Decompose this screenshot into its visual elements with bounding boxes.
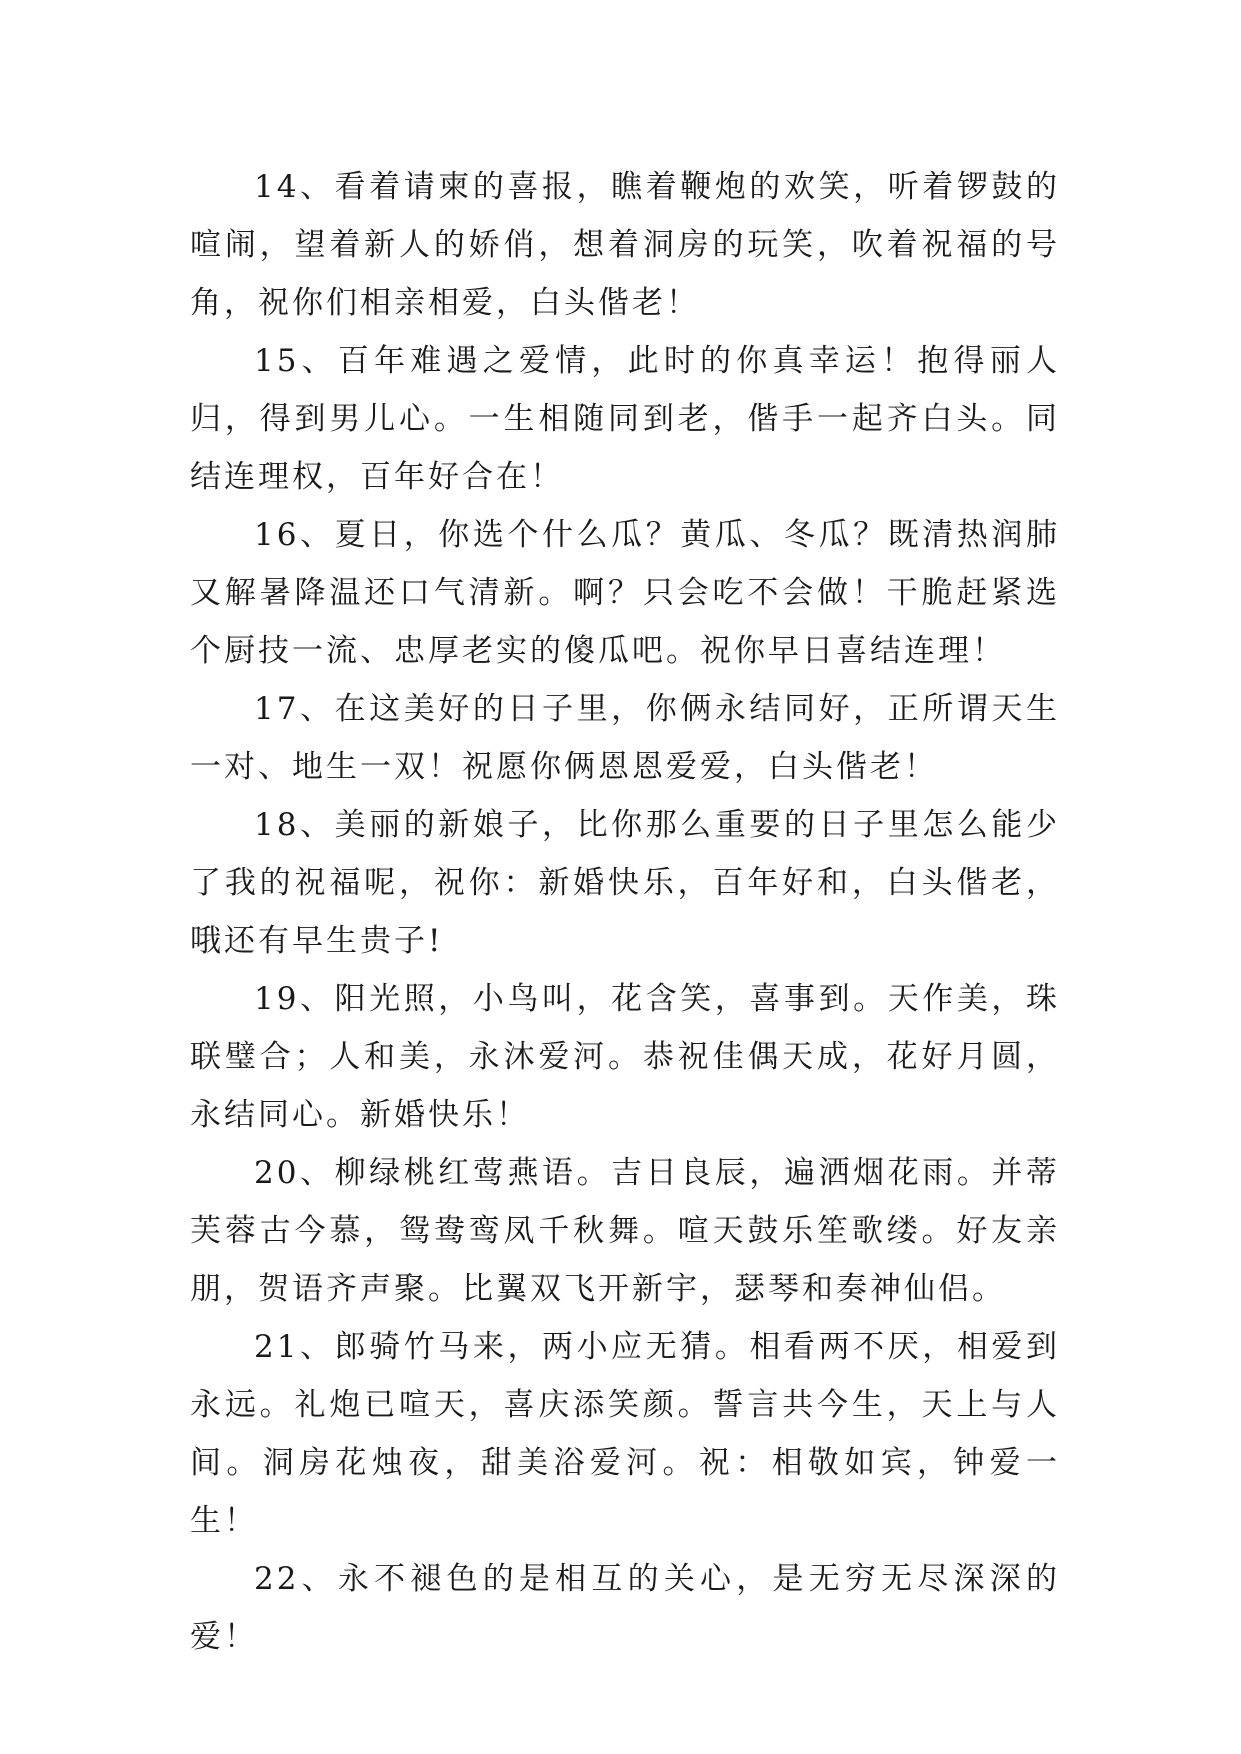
paragraph-18: 18、美丽的新娘子，比你那么重要的日子里怎么能少了我的祝福呢，祝你：新婚快乐，百年好和，白头偕老，哦还有早生贵子! <box>190 807 1060 959</box>
paragraph-22: 22、永不褪色的是相互的关心，是无穷无尽深深的爱！ <box>190 1561 1060 1655</box>
document-body <box>190 158 1060 1666</box>
paragraph-20: 20、柳绿桃红莺燕语。吉日良辰，遍洒烟花雨。并蒂芙蓉古今慕，鸳鸯鸾凤千秋舞。喧天鼓乐笙歌缕。好友亲朋，贺语齐声聚。比翼双飞开新宇，瑟琴和奏神仙侣。 <box>190 1155 1060 1307</box>
paragraph-19: 19、阳光照，小鸟叫，花含笑，喜事到。天作美，珠联璧合；人和美，永沐爱河。恭祝佳偶天成，花好月圆，永结同心。新婚快乐！ <box>190 981 1060 1133</box>
paragraph-16: 16、夏日，你选个什么瓜？黄瓜、冬瓜？既清热润肺又解暑降温还口气清新。啊？只会吃不会做！干脆赶紧选个厨技一流、忠厚老实的傻瓜吧。祝你早日喜结连理！ <box>190 517 1060 669</box>
paragraph-21: 21、郎骑竹马来，两小应无猜。相看两不厌，相爱到永远。礼炮已喧天，喜庆添笑颜。誓言共今生，天上与人间。洞房花烛夜，甜美浴爱河。祝：相敬如宾，钟爱一生！ <box>190 1329 1060 1539</box>
paragraph-17: 17、在这美好的日子里，你俩永结同好，正所谓天生一对、地生一双！祝愿你俩恩恩爱爱，白头偕老！ <box>190 691 1060 785</box>
paragraph-15: 15、百年难遇之爱情，此时的你真幸运！抱得丽人归，得到男儿心。一生相随同到老，偕手一起齐白头。同结连理权，百年好合在！ <box>190 343 1060 495</box>
paragraph-14: 14、看着请柬的喜报，瞧着鞭炮的欢笑，听着锣鼓的喧闹，望着新人的娇俏，想着洞房的玩笑，吹着祝福的号角，祝你们相亲相爱，白头偕老！ <box>190 169 1060 321</box>
